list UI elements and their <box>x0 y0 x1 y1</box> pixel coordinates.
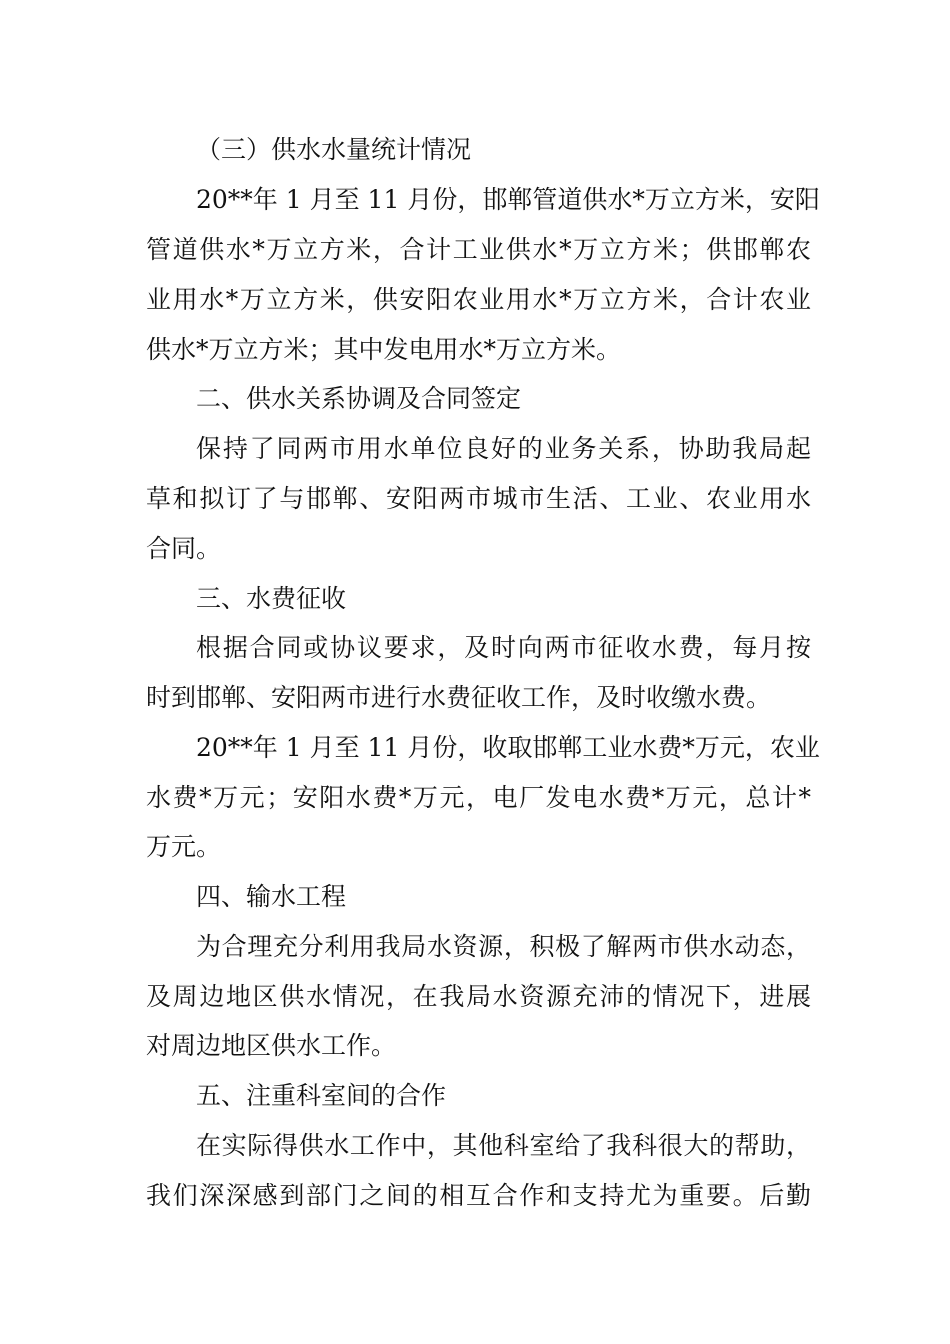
paragraph-line: 及周边地区供水情况，在我局水资源充沛的情况下，进展 <box>146 982 811 1011</box>
paragraph-line: 为合理充分利用我局水资源，积极了解两市供水动态， <box>196 932 811 961</box>
subheading-water-volume: （三）供水水量统计情况 <box>196 135 472 164</box>
paragraph-line: 对周边地区供水工作。 <box>146 1031 397 1060</box>
heading-water-transfer: 四、输水工程 <box>196 882 347 911</box>
heading-cooperation: 五、注重科室间的合作 <box>196 1081 447 1110</box>
paragraph-line: 20**年 1 月至 11 月份，邯郸管道供水*万立方米，安阳 <box>196 185 820 214</box>
paragraph-line: 管道供水*万立方米，合计工业供水*万立方米；供邯郸农 <box>146 235 811 264</box>
paragraph-line: 根据合同或协议要求，及时向两市征收水费，每月按 <box>196 633 811 662</box>
paragraph-line: 万元。 <box>146 832 222 861</box>
heading-fee-collection: 三、水费征收 <box>196 584 347 613</box>
paragraph-line: 供水*万立方米；其中发电用水*万立方米。 <box>146 335 622 364</box>
paragraph-line: 我们深深感到部门之间的相互合作和支持尤为重要。后勤 <box>146 1181 811 1210</box>
paragraph-line: 时到邯郸、安阳两市进行水费征收工作，及时收缴水费。 <box>146 683 772 712</box>
paragraph-line: 在实际得供水工作中，其他科室给了我科很大的帮助， <box>196 1131 811 1160</box>
paragraph-line: 保持了同两市用水单位良好的业务关系，协助我局起 <box>196 434 811 463</box>
paragraph-line: 业用水*万立方米，供安阳农业用水*万立方米，合计农业 <box>146 285 811 314</box>
paragraph-line: 草和拟订了与邯郸、安阳两市城市生活、工业、农业用水 <box>146 484 811 513</box>
paragraph-line: 合同。 <box>146 534 222 563</box>
paragraph-line: 水费*万元；安阳水费*万元，电厂发电水费*万元，总计* <box>146 783 811 812</box>
paragraph-line: 20**年 1 月至 11 月份，收取邯郸工业水费*万元，农业 <box>196 733 820 762</box>
heading-supply-coordination: 二、供水关系协调及合同签定 <box>196 384 522 413</box>
